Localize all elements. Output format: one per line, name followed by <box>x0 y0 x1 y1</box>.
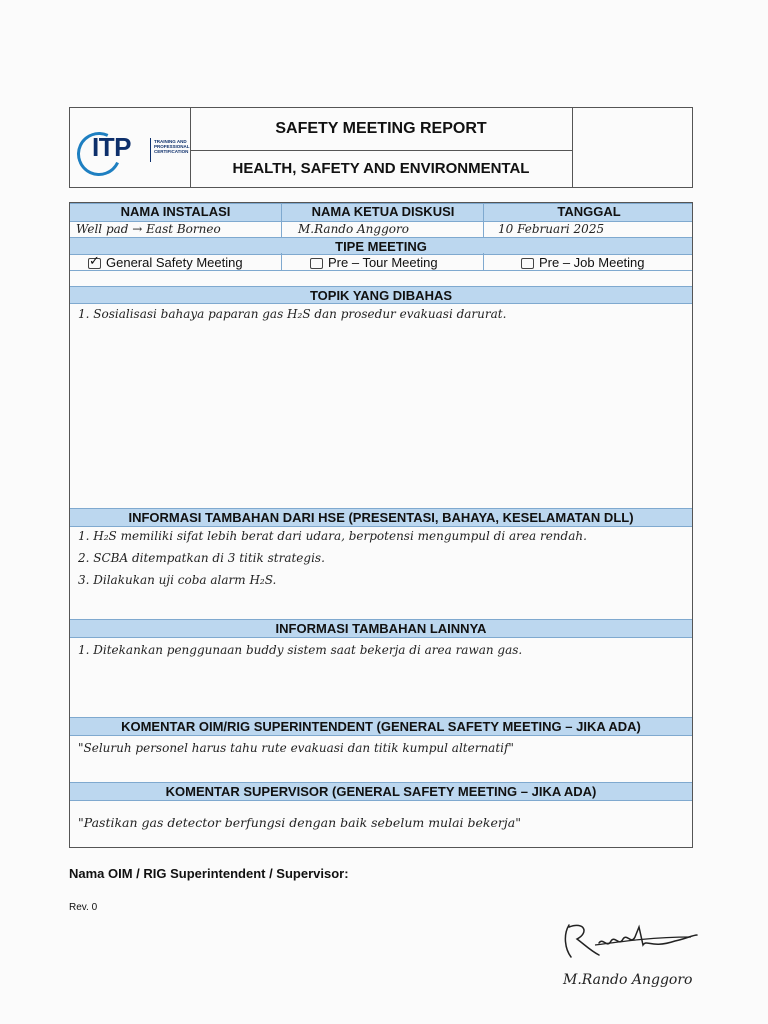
revision-label: Rev. 0 <box>69 902 98 913</box>
logo-cell <box>70 108 191 187</box>
komentar-supervisor-text: "Pastikan gas detector berfungsi dengan baik sebelum mulai bekerja" <box>78 815 521 830</box>
komentar-oim-band: KOMENTAR OIM/RIG SUPERINTENDENT (GENERAL SAFETY MEETING – JIKA ADA) <box>70 717 692 736</box>
logo-sub-2: PROFESSIONAL <box>154 144 190 150</box>
col-ketua: NAMA KETUA DISKUSI <box>311 204 455 219</box>
option-prejob-label: Pre – Job Meeting <box>539 255 645 270</box>
signature-image <box>555 915 700 975</box>
value-ketua: M.Rando Anggoro <box>298 222 409 236</box>
komentar-oim-text: "Seluruh personel harus tahu rute evakuasi dan titik kumpul alternatif" <box>78 741 514 755</box>
logo-sub-3: CERTIFICATION <box>154 149 189 155</box>
divider-1 <box>281 203 282 237</box>
logo-divider <box>150 138 151 162</box>
checkbox-icon <box>521 258 534 269</box>
report-header <box>69 107 693 188</box>
report-title: SAFETY MEETING REPORT <box>190 108 572 151</box>
info-hse-line-2: 2. SCBA ditempatkan di 3 titik strategis. <box>78 551 325 565</box>
divider-4 <box>483 253 484 270</box>
divider-2 <box>483 203 484 237</box>
report-subtitle: HEALTH, SAFETY AND ENVIRONMENTAL <box>232 160 530 177</box>
col-tanggal: TANGGAL <box>557 204 621 219</box>
topik-line-1: 1. Sosialisasi bahaya paparan gas H₂S dan prosedur evakuasi darurat. <box>78 307 507 321</box>
logo-subtext <box>154 139 190 155</box>
info-hse-band: INFORMASI TAMBAHAN DARI HSE (PRESENTASI, BAHAYA, KESELAMATAN DLL) <box>70 508 692 527</box>
signer-name: M.Rando Anggoro <box>563 972 693 988</box>
value-instalasi: Well pad → East Borneo <box>76 222 221 236</box>
row-line <box>70 270 692 271</box>
value-tanggal: 10 Februari 2025 <box>498 222 605 236</box>
komentar-supervisor-band: KOMENTAR SUPERVISOR (GENERAL SAFETY MEETING – JIKA ADA) <box>70 782 692 801</box>
info-hse-line-1: 1. H₂S memiliki sifat lebih berat dari udara, berpotensi mengumpul di area rendah. <box>78 529 587 543</box>
check-mark: ✓ <box>89 253 100 269</box>
logo-text: ITP <box>92 132 131 162</box>
option-general <box>88 255 243 270</box>
info-lain-line-1: 1. Ditekankan penggunaan buddy sistem saat bekerja di area rawan gas. <box>78 643 523 657</box>
option-general-label: General Safety Meeting <box>106 255 243 270</box>
tipe-meeting-band: TIPE MEETING <box>70 237 692 255</box>
title-cell <box>190 108 573 187</box>
option-pretour-label: Pre – Tour Meeting <box>328 255 438 270</box>
topik-band: TOPIK YANG DIBAHAS <box>70 286 692 304</box>
col-instalasi: NAMA INSTALASI <box>120 204 231 219</box>
meeting-form <box>69 202 693 848</box>
divider-3 <box>281 253 282 270</box>
logo-sub-1: TRAINING AND <box>154 139 187 144</box>
option-prejob <box>521 255 645 270</box>
option-pretour <box>310 255 438 270</box>
nama-oim-label: Nama OIM / RIG Superintendent / Supervisor: <box>69 866 349 881</box>
checkbox-checked-icon <box>88 253 101 269</box>
info-lain-band: INFORMASI TAMBAHAN LAINNYA <box>70 619 692 638</box>
checkbox-icon <box>310 258 323 269</box>
info-hse-line-3: 3. Dilakukan uji coba alarm H₂S. <box>78 573 277 587</box>
